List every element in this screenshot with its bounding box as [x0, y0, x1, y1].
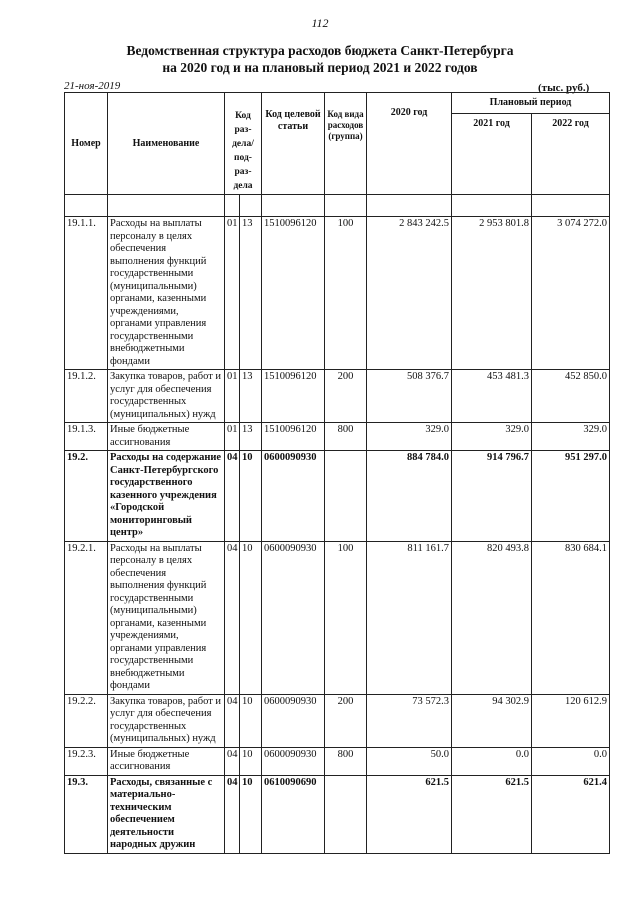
row-subsection: 10 — [240, 541, 262, 694]
row-number: 19.1.3. — [65, 423, 108, 451]
row-2021: 94 302.9 — [452, 694, 532, 747]
header-2020: 2020 год — [367, 93, 452, 195]
row-target-code: 1510096120 — [262, 370, 325, 423]
row-target-code: 0600090930 — [262, 747, 325, 775]
row-target-code: 0600090930 — [262, 541, 325, 694]
row-2020: 508 376.7 — [367, 370, 452, 423]
row-name: Расходы, связанные с материально-техническим обеспечением деятельности народных дружин — [108, 775, 225, 853]
title-line-1: Ведомственная структура расходов бюджета Санкт-Петербурга — [126, 43, 514, 58]
row-target-code: 0600090930 — [262, 451, 325, 542]
row-section: 04 — [225, 747, 240, 775]
row-section: 01 — [225, 370, 240, 423]
row-name: Расходы на выплаты персоналу в целях обеспечения выполнения функций государственными (муниципальными) органами, казенными учреждениями, органами управления государственными внебюджетными фондами — [108, 541, 225, 694]
table-row — [65, 217, 610, 370]
row-2021: 820 493.8 — [452, 541, 532, 694]
row-section: 01 — [225, 423, 240, 451]
table-body — [65, 195, 610, 854]
row-subsection: 13 — [240, 370, 262, 423]
row-2022: 951 297.0 — [532, 451, 610, 542]
row-expense-type: 100 — [325, 217, 367, 370]
row-number: 19.1.2. — [65, 370, 108, 423]
row-expense-type — [325, 775, 367, 853]
row-expense-type: 200 — [325, 370, 367, 423]
row-target-code: 0610090690 — [262, 775, 325, 853]
row-name: Закупка товаров, работ и услуг для обеспечения государственных (муниципальных) нужд — [108, 694, 225, 747]
row-2022: 0.0 — [532, 747, 610, 775]
page-number: 112 — [311, 16, 329, 30]
row-section: 04 — [225, 775, 240, 853]
row-2020: 329.0 — [367, 423, 452, 451]
row-name: Закупка товаров, работ и услуг для обеспечения государственных (муниципальных) нужд — [108, 370, 225, 423]
row-subsection: 10 — [240, 775, 262, 853]
row-subsection: 10 — [240, 694, 262, 747]
table-row — [65, 370, 610, 423]
row-2021: 329.0 — [452, 423, 532, 451]
row-2021: 453 481.3 — [452, 370, 532, 423]
header-2021: 2021 год — [452, 114, 532, 195]
row-2021: 0.0 — [452, 747, 532, 775]
table-row — [65, 451, 610, 542]
header-target-code: Код целевой статьи — [262, 93, 325, 195]
row-2022: 120 612.9 — [532, 694, 610, 747]
row-number: 19.2.1. — [65, 541, 108, 694]
title-line-2: на 2020 год и на плановый период 2021 и 2022 годов — [162, 60, 478, 75]
row-number: 19.1.1. — [65, 217, 108, 370]
row-2022: 3 074 272.0 — [532, 217, 610, 370]
row-2020: 50.0 — [367, 747, 452, 775]
row-target-code: 1510096120 — [262, 423, 325, 451]
header-number: Номер — [65, 93, 108, 195]
document-title — [0, 42, 640, 76]
row-name: Иные бюджетные ассигнования — [108, 747, 225, 775]
row-2020: 2 843 242.5 — [367, 217, 452, 370]
table-row — [65, 541, 610, 694]
row-number: 19.2.2. — [65, 694, 108, 747]
row-2022: 830 684.1 — [532, 541, 610, 694]
row-number: 19.2.3. — [65, 747, 108, 775]
table-row — [65, 747, 610, 775]
row-expense-type: 200 — [325, 694, 367, 747]
table-row — [65, 694, 610, 747]
header-name: Наименование — [108, 93, 225, 195]
row-2021: 621.5 — [452, 775, 532, 853]
row-number: 19.3. — [65, 775, 108, 853]
document-date: 21-ноя-2019 — [64, 80, 121, 92]
row-expense-type: 800 — [325, 423, 367, 451]
header-plan-period: Плановый период — [452, 93, 610, 114]
row-2022: 621.4 — [532, 775, 610, 853]
row-section: 04 — [225, 541, 240, 694]
budget-table — [64, 92, 610, 854]
row-2021: 2 953 801.8 — [452, 217, 532, 370]
row-2020: 884 784.0 — [367, 451, 452, 542]
row-number: 19.2. — [65, 451, 108, 542]
row-target-code: 1510096120 — [262, 217, 325, 370]
row-target-code: 0600090930 — [262, 694, 325, 747]
row-2020: 621.5 — [367, 775, 452, 853]
header-section-code: Код раз-дела/ под-раз-дела — [225, 93, 262, 195]
table-header — [65, 93, 610, 195]
table-row — [65, 423, 610, 451]
row-name: Расходы на содержание Санкт-Петербургского государственного казенного учреждения «Городской мониторинговый центр» — [108, 451, 225, 542]
table-row — [65, 775, 610, 853]
row-2020: 73 572.3 — [367, 694, 452, 747]
spacer-row — [65, 195, 610, 217]
row-name: Иные бюджетные ассигнования — [108, 423, 225, 451]
row-name: Расходы на выплаты персоналу в целях обеспечения выполнения функций государственными (муниципальными) органами, казенными учреждениями, органами управления государственными внебюджетными фондами — [108, 217, 225, 370]
row-section: 01 — [225, 217, 240, 370]
row-expense-type — [325, 451, 367, 542]
header-2022: 2022 год — [532, 114, 610, 195]
row-2022: 452 850.0 — [532, 370, 610, 423]
units-label: (тыс. руб.) — [538, 82, 590, 94]
row-2020: 811 161.7 — [367, 541, 452, 694]
row-subsection: 13 — [240, 423, 262, 451]
row-expense-type: 800 — [325, 747, 367, 775]
row-subsection: 10 — [240, 747, 262, 775]
row-subsection: 10 — [240, 451, 262, 542]
row-subsection: 13 — [240, 217, 262, 370]
row-2021: 914 796.7 — [452, 451, 532, 542]
row-section: 04 — [225, 694, 240, 747]
row-expense-type: 100 — [325, 541, 367, 694]
row-2022: 329.0 — [532, 423, 610, 451]
header-expense-type: Код вида расходов (группа) — [325, 93, 367, 195]
row-section: 04 — [225, 451, 240, 542]
